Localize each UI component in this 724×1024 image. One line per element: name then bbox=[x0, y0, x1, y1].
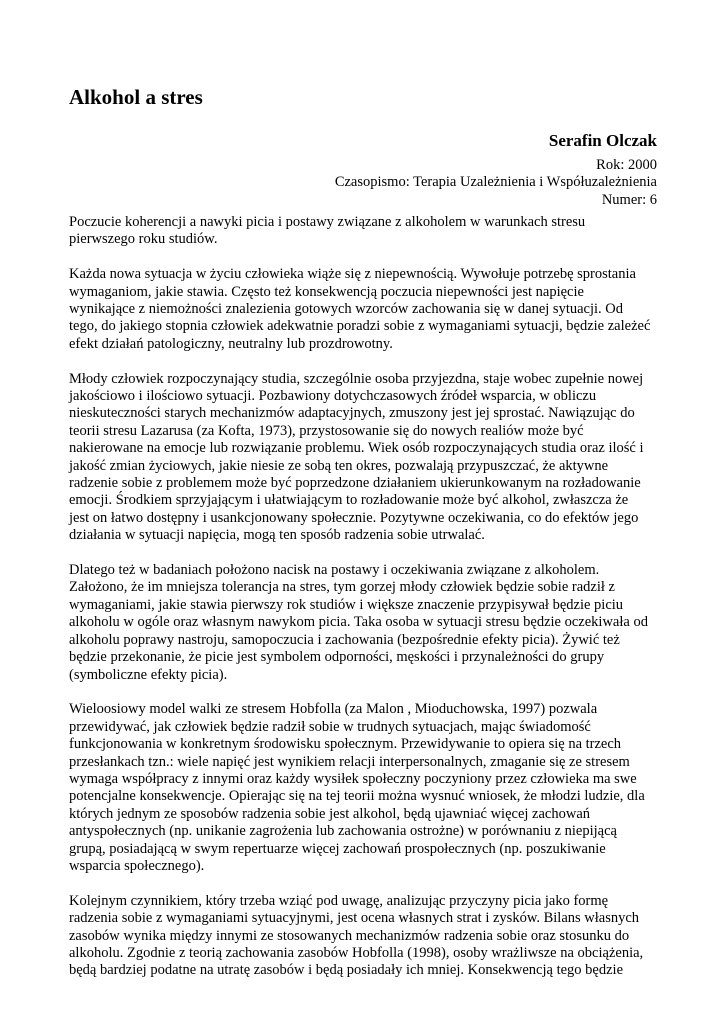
text-line: alkoholu poprawy nastroju, samopoczucia i zachowania (bezpośrednie efekty picia). Żywić też bbox=[69, 631, 620, 648]
text-line: będą bardziej podatne na utratę zasobów i będą posiadały ich mniej. Konsekwencją tego będzie bbox=[69, 962, 624, 979]
text-line: których jednym ze sposobów radzenia sobie jest alkohol, będą ujawniać więcej zachowań bbox=[69, 805, 591, 822]
text-line: zasobów wynika między innymi ze stosowanych mechanizmów radzenia sobie oraz stosunku do bbox=[69, 927, 630, 944]
journal-name: Czasopismo: Terapia Uzależnienia i Współuzależnienia bbox=[334, 174, 657, 191]
text-line: przesłankach tzn.: wiele napięć jest wynikiem relacji interpersonalnych, zmaganie się ze stresem bbox=[69, 753, 630, 770]
text-line: nakierowane na emocje lub rozwiązanie problemu. Wiek osób rozpoczynających studia oraz ilość i bbox=[69, 440, 644, 457]
text-line: Młody człowiek rozpoczynający studia, szczególnie osoba przyjezdna, staje wobec zupełnie nowej bbox=[69, 370, 644, 387]
text-line: efekt działań patologiczny, neutralny lub prozdrowotny. bbox=[69, 335, 393, 352]
issue-number: Numer: 6 bbox=[601, 191, 657, 208]
text-line: pierwszego roku studiów. bbox=[69, 231, 218, 248]
text-line: funkcjonowania w konkretnym środowisku społecznym. Przewidywanie to opiera się na trzech bbox=[69, 736, 622, 753]
paragraph bbox=[69, 371, 657, 545]
text-line: jakość zmian życiowych, jakie niesie ze sobą ten okres, pozwalają przypuszczać, że aktywne bbox=[69, 457, 609, 474]
text-line: Poczucie koherencji a nawyki picia i postawy związane z alkoholem w warunkach stresu bbox=[69, 214, 586, 230]
text-line: Kolejnym czynnikiem, który trzeba wziąć pod uwagę, analizując przyczyny picia jako formę bbox=[69, 892, 609, 909]
text-line: radzenia sobie z wymaganiami sytuacyjnymi, jest ocena własnych strat i zysków. Bilans własnych bbox=[69, 910, 640, 927]
text-line: Każda nowa sytuacja w życiu człowieka wiąże się z niepewnością. Wywołuje potrzebę sprostania bbox=[69, 266, 636, 283]
text-line: będzie przekonanie, że picie jest symbolem odporności, męskości i przynależności do grupy bbox=[69, 649, 605, 666]
article-title: Alkohol a stres bbox=[69, 85, 203, 109]
text-line: potencjalne konsekwencje. Opierając się na tej teorii można wysnuć wniosek, że młodzi ludzie, dla bbox=[69, 788, 645, 805]
text-line: przewidywać, jak człowiek będzie radził sobie w trudnych sytuacjach, mając świadomość bbox=[69, 718, 591, 735]
article-metadata bbox=[335, 157, 657, 209]
text-line: Założono, że im mniejsza tolerancja na stres, tym gorzej młody człowiek będzie sobie radził z bbox=[69, 579, 615, 596]
text-line: wymaganiami, jakie stawia pierwszy rok studiów i większe znaczenie przypisywał będzie piciu bbox=[69, 596, 624, 613]
article-body bbox=[69, 214, 657, 997]
paragraph bbox=[69, 701, 657, 875]
text-line: (symboliczne efekty picia). bbox=[69, 666, 228, 683]
text-line: jakościowo i ilościowo sytuacji. Pozbawiony dotychczasowych źródeł wsparcia, w obliczu bbox=[69, 388, 597, 405]
paragraph bbox=[69, 893, 657, 980]
paragraph bbox=[69, 214, 657, 249]
text-line: wsparcia społecznego). bbox=[69, 857, 205, 874]
text-line: Dlatego też w badaniach położono nacisk na postawy i oczekiwania związane z alkoholem. bbox=[69, 562, 600, 579]
text-line: Wieloosiowy model walki ze stresem Hobfolla (za Malon , Mioduchowska, 1997) pozwala bbox=[69, 701, 598, 718]
text-line: jest on łatwo dostępny i usankcjonowany społecznie. Pozytywne oczekiwania, co do efektów jego bbox=[69, 509, 639, 526]
author-name: Serafin Olczak bbox=[548, 131, 657, 150]
paragraph bbox=[69, 266, 657, 353]
text-line: emocji. Środkiem sprzyjającym i ułatwiającym to rozładowanie może być alkohol, zwłaszcza że bbox=[69, 492, 629, 509]
text-line: działania w sytuacji napięcia, mogą ten sposób radzenia sobie utrwalać. bbox=[69, 527, 485, 544]
publication-year: Rok: 2000 bbox=[596, 157, 657, 173]
text-line: nieskuteczności starych mechanizmów adaptacyjnych, zmuszony jest jej sprostać. Nawiązując do bbox=[69, 405, 635, 422]
text-line: wynikające z niemożności znalezienia gotowych wzorców zachowania się w danej sytuacji. Od bbox=[69, 301, 624, 318]
text-line: alkoholu. Zgodnie z teorią zachowania zasobów Hobfolla (1998), osoby wrażliwsze na obciążenia, bbox=[69, 944, 644, 961]
text-line: wymaga współpracy z innymi oraz każdy wysiłek społeczny poczyniony przez człowieka ma swe bbox=[69, 770, 637, 787]
text-line: antyspołecznych (np. unikanie zagrożenia lub zachowania ostrożne) w porównaniu z niepijącą bbox=[69, 823, 617, 840]
text-line: grupą, posiadającą w swym repertuarze więcej zachowań prospołecznych (np. poszukiwanie bbox=[69, 840, 606, 857]
text-line: tego, do jakiego stopnia człowiek adekwatnie poradzi sobie z wymaganiami sytuacji, będzie zależeć bbox=[69, 318, 651, 335]
text-line: radzenie sobie z problemem może być poprzedzone działaniem ukierunkowanym na rozładowanie bbox=[69, 475, 641, 492]
text-line: alkoholu w ogóle oraz własnym nawykom picia. Taka osoba w sytuacji stresu będzie oczekiwała od bbox=[69, 614, 648, 631]
paragraph bbox=[69, 562, 657, 684]
text-line: wymaganiom, jakie stawia. Często też konsekwencją poczucia niepewności jest napięcie bbox=[69, 283, 584, 300]
text-line: teorii stresu Lazarusa (za Kofta, 1973), przystosowanie się do nowych realiów może być bbox=[69, 422, 584, 439]
